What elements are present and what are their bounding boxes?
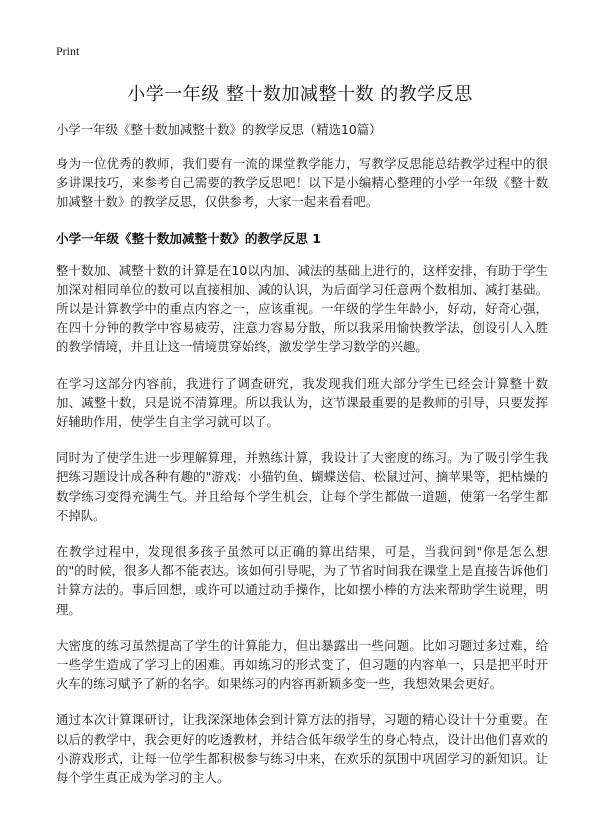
document-body xyxy=(56,120,548,804)
print-link[interactable]: Print xyxy=(56,44,80,58)
body-paragraph: 在学习这部分内容前，我进行了调查研究，我发现我们班大部分学生已经会计算整十数加、减整十数，只是说不清算理。所以我认为，这节课最重要的是教师的引导，只要发挥好辅助作用，使学生自主学习就可以了。 xyxy=(56,375,548,430)
document-subtitle: 小学一年级《整十数加减整十数》的教学反思（精选10篇） xyxy=(56,122,382,137)
page-title: 小学一年级 整十数加减整十数 的教学反思 xyxy=(127,84,473,105)
body-paragraph: 大密度的练习虽然提高了学生的计算能力，但出暴露出一些问题。比如习题过多过难，给一些学生造成了学习上的困难。再如练习的形式变了，但习题的内容单一，只是把平时开火车的练习赋予了新的名字。如果练习的内容再新颖多变一些，我想效果会更好。 xyxy=(56,637,548,692)
body-paragraph: 同时为了使学生进一步理解算理，并熟练计算，我设计了大密度的练习。为了吸引学生我把练习题设计成各种有趣的"游戏：小猫钓鱼、蝴蝶送信、松鼠过河、摘苹果等，把枯燥的数学练习变得充满生气。并且给每个学生机会，让每个学生都做一道题，使第一名学生都不掉队。 xyxy=(56,450,548,523)
body-paragraph: 整十数加、减整十数的计算是在10以内加、减法的基础上进行的，这样安排，有助于学生加深对相同单位的数可以直接相加、减的认识，为后面学习任意两个数相加、减打基础。所以是计算教学中的重点内容之一，应该重视。一年级的学生年龄小，好动，好奇心强，在四十分钟的教学中容易疲劳，注意力容易分散，所以我采用愉快教学法，创设引人入胜的教学情境，并且让这一情境贯穿始终，激发学生学习数学的兴趣。 xyxy=(56,262,548,355)
body-paragraph: 在教学过程中，发现很多孩子虽然可以正确的算出结果，可是，当我问到"你是怎么想的"的时候，很多人都不能表达。该如何引导呢，为了节省时间我在课堂上是直接告诉他们计算方法的。事后回想，或许可以通过动手操作，比如摆小棒的方法来帮助学生说理，明理。 xyxy=(56,544,548,617)
section-heading: 小学一年级《整十数加减整十数》的教学反思 1 xyxy=(56,230,322,246)
body-paragraph: 通过本次计算课研讨，让我深深地体会到计算方法的指导，习题的精心设计十分重要。在以后的教学中，我会更好的吃透教材，并结合低年级学生的身心特点，设计出他们喜欢的小游戏形式，让每一位学生都积极参与练习中来，在欢乐的氛围中巩固学习的新知识。让每个学生真正成为学习的主人。 xyxy=(56,712,548,786)
intro-paragraph: 身为一位优秀的教师，我们要有一流的课堂教学能力，写教学反思能总结教学过程中的很多讲课技巧，来参考自己需要的教学反思吧！以下是小编精心整理的小学一年级《整十数加减整十数》的教学反思，仅供参考，大家一起来看看吧。 xyxy=(56,156,548,210)
